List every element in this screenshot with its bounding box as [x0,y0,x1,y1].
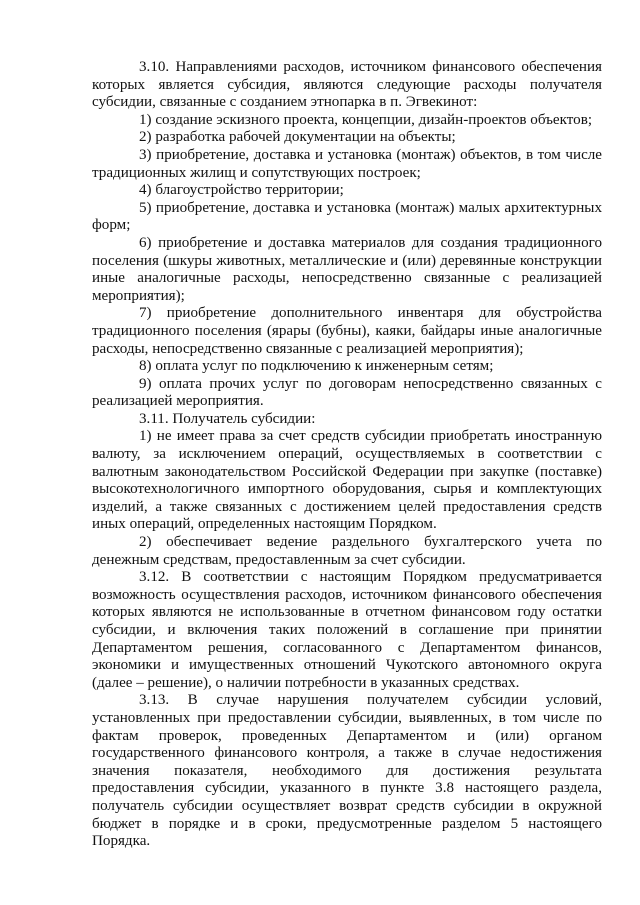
list-item-3-10-5: 5) приобретение, доставка и установка (монтаж) малых архитектурных форм; [92,199,602,234]
paragraph-3-12: 3.12. В соответствии с настоящим Порядком предусматривается возможность осуществления расходов, источником финансового обеспечения которых являются не использованные в отчетном финансовом году остатки субсидии, и включения таких положений в соглашение при принятии Департаментом решения, согласованного с Департаментом финансов, экономики и имущественных отношений Чукотского автономного округа (далее – решение), о наличии потребности в указанных средствах. [92,569,602,691]
paragraph-3-11: 3.11. Получатель субсидии: [139,410,316,427]
list-item-3-11-1: 1) не имеет права за счет средств субсидии приобретать иностранную валюту, за исключением операций, осуществляемых в соответствии с валютным законодательством Российской Федерации при закупке (поставке) высокотехнологичного импортного оборудования, сырья и комплектующих изделий, а также связанных с достижением целей предоставления средств иных операций, определенных настоящим Порядком. [92,428,602,533]
list-item-3-10-4: 4) благоустройство территории; [139,182,344,199]
list-item-3-10-1: 1) создание эскизного проекта, концепции, дизайн-проектов объектов; [139,111,593,128]
paragraph-3-10: 3.10. Направлениями расходов, источником финансового обеспечения которых является субсидия, являются следующие расходы получателя субсидии, связанные с созданием этнопарка в п. Эгвекинот: [92,59,602,111]
paragraph-3-13: 3.13. В случае нарушения получателем субсидии условий, установленных при предоставлении субсидии, выявленных, в том числе по фактам проверок, проведенных Департаментом и (или) органом государственного финансового контроля, а также в случае недостижения значения показателя, необходимого для достижения результата предоставления субсидии, указанного в пункте 3.8 настоящего раздела, получатель субсидии осуществляет возврат средств субсидии в окружной бюджет в порядке и в сроки, предусмотренные разделом 5 настоящего Порядка. [92,692,602,850]
list-item-3-10-3: 3) приобретение, доставка и установка (монтаж) объектов, в том числе традиционных жилищ и сопутствующих построек; [92,146,602,181]
list-item-3-10-2: 2) разработка рабочей документации на объекты; [139,129,456,146]
list-item-3-10-7: 7) приобретение дополнительного инвентаря для обустройства традиционного поселения (ярары (бубны), каяки, байдары иные аналогичные расходы, непосредственно связанные с реализацией мероприятия); [92,305,602,357]
list-item-3-11-2: 2) обеспечивает ведение раздельного бухгалтерского учета по денежным средствам, предоставленным за счет субсидии. [92,534,602,568]
list-item-3-10-8: 8) оплата услуг по подключению к инженерным сетям; [139,358,494,375]
list-item-3-10-6: 6) приобретение и доставка материалов для создания традиционного поселения (шкуры животных, металлические и (или) деревянные конструкции иные аналогичные расходы, непосредственно связанные с реализацией мероприятия); [92,234,602,304]
list-item-3-10-9: 9) оплата прочих услуг по договорам непосредственно связанных с реализацией мероприятия. [92,375,602,410]
